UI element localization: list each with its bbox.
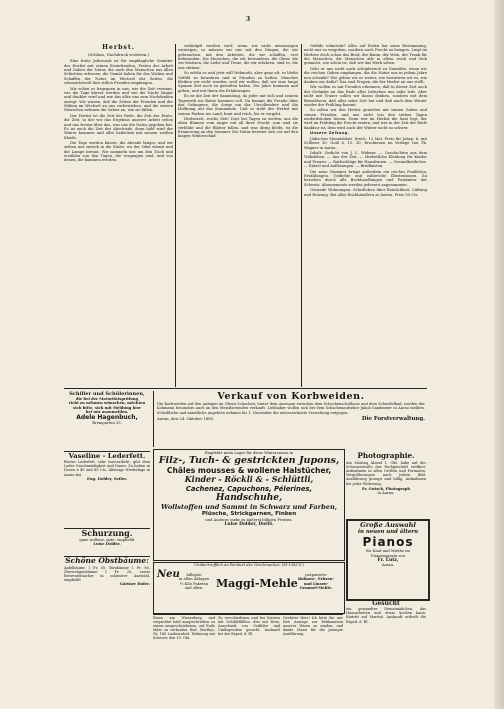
ad-vaseline (64, 451, 150, 528)
ad-verkauf-signer: Die Forstverwaltung. (361, 415, 425, 422)
ad-photographie (346, 452, 426, 514)
ad-maggi-right: Gemmel-Mehle. (299, 585, 333, 590)
ad-filz-line: und Anderes mehr zu äußerst billigen Preisen. (205, 517, 293, 522)
paragraph: Eine frohe Jahreszeit ist für empfängliche Gemüter der Herbst mit seinen Erntefreuden, Festen der Arbeit und Gaben der Natur, die auch den Menschen aus allen Schichten erfreuen, die Gemüt haben für das Wirken und Schaffen der Natur im Wechsel der Zeiten, die sehnsuchtsvoll ihre stillen Freuden empfangen. (64, 59, 173, 86)
ad-pianos (346, 519, 430, 601)
ad-filz-name: Luise Dolder, Dorfe. (224, 522, 274, 528)
article-column-3 (304, 44, 427, 387)
article-subhead: (Schluss, Nachdruck verboten.) (88, 52, 149, 57)
ad-photo-name: Fr. Gutsch, Photograph (361, 486, 411, 491)
ad-filz-line: Handschuhe, (215, 492, 283, 503)
ad-schurzung-title: Schurzung. (81, 528, 133, 538)
paragraph: Der Herbst ist die Zeit der Reife, die Zeit der Ernte, die Zeit, in der wir das Ergebnis unserer Arbeit sehen und uns freuen über das, was uns die Natur gegeben hat. Es ist auch die Zeit des Abschieds, denn bald wird der Winter kommen und alles bedecken mit seinem weißen Kleide. (64, 113, 173, 140)
ad-schiller-name: Adele Hagenbuch, (76, 414, 138, 422)
ad-maggi-left: billigste (186, 573, 202, 577)
ad-verkauf-place: Aarau, den 24. Oktober 1885. (157, 415, 215, 421)
ad-verkauf-text: Die Korbweiden auf den Anlagen im Obern Schachen, hinter dem Aarequai zwischen dem Schachenschulhaus und dem Schwefelbad, werden der Kohmann besonders auch an den Meistbietenden verkauft. Liebhaber wollen sich bei dem Schachenaufseher Jakob Sandmeier in Aarau melden. Schriftliche und mündliche Angebote nehmen bis 1. November die unterzeichnete Verwaltung entgegen. (157, 402, 425, 415)
ad-obstbaeume (64, 556, 150, 593)
column-rule (301, 44, 302, 387)
ad-schurzung-text: ganz wollene, gute, empfiehlt (79, 538, 135, 542)
ad-obst-name: Gärtner Hofer. (119, 582, 150, 587)
ad-filz-line: Châles mousses & wollene Halstücher, (166, 466, 332, 476)
ad-maggi-left: ½ Kilo Paketen (179, 581, 209, 586)
section-rule (64, 388, 427, 389)
article-column-2 (178, 44, 298, 387)
paragraph: Jüdisches Monatsblatt. Ersch. 12 Mal. Preis für Jahrg. 6, mit Schleier 30, Gold 6. 15. 30. Erschienen im Verlage von Th. Wagner in Aarau. (304, 136, 427, 150)
ad-photo-title: Photographie. (357, 452, 415, 460)
ad-verkauf-title: Verkauf von Korbweiden. (217, 391, 365, 402)
column-rule (175, 44, 176, 387)
notice-heading-text: Unsere Zeitung. (310, 131, 350, 136)
ad-filz-top: Empfehle mein Lager für diese Wintersaison in (204, 451, 294, 455)
ad-filz-line: Kinder - Röckli & - Schlüttli, (184, 474, 314, 485)
ad-bottom-middle: Zu verschiedenen und bei Kiesten mit Schildelfällen, den mit Wein, Ausschank von Ostfilder und Umliegendem gesucht. Auskunft bei der Exped. d. Bl. (218, 616, 280, 637)
ad-filz-line: Cachenez, Capuchons, Pélerines, (185, 484, 313, 493)
ad-schurzung-name: Luise Dolder. (93, 542, 121, 547)
ad-maggi-right: präparierte (305, 573, 327, 577)
ad-schiller-address: Bremgarten 33. (92, 421, 122, 426)
paragraph: Gefilde schmückt? Alles auf Erden hat seine Bestimmung, nicht nur zu vergehen, sondern auch Frucht zu bringen. Liegt im Herbste doch schon das Brod, der Baum, der Wein, der Trank für die Menschen, die Menschen alle in allem reich und froh gemacht, wie schön ist, daß wir das Werk sehen. (304, 44, 427, 66)
ad-obst-title: Schöne Obstbäume: (65, 556, 149, 565)
paragraph: Wir sehen es begegnen in uns, wie die Zeit verrinnt, wie die Tage kürzer werden und wie die Nacht länger und dunkler wird und wie das alles uns zum Nachdenken anregt. Wir wissen, daß die Zeiten der Freuden und der Mühen im Wechsel an uns vorbeiziehen, und die weisen Menschen nehmen die Gaben an, wie sie fallen. (64, 86, 173, 113)
paragraph: Herbstzeit, reiche Zeit! Dort bei Tagen zu werfen, aus die alten Blumen vom Anger mit all ihrer Pracht; nun sind sie verblüht und die Blätter fallen, und was übrig bleibt, ist die Erinnerung an den Sommer. Die Natur bereitet sich vor auf den langen Winterschlaf. (178, 117, 298, 139)
notice-heading (304, 131, 427, 135)
ad-verkauf (153, 391, 425, 447)
ad-maggi (153, 562, 345, 614)
paragraph: So sollen wir den Herbst genießen mit seinen Gaben und seinen Freuden, und uns nicht von den trüben Tagen niederdrücken lassen. Denn wer im Herbst die Saat legt, der wird im Frühling die Frucht ernten, und wer in der Zeit der Reife dankbar ist, dem wird auch der Winter nicht zu schwer. (304, 108, 427, 130)
ad-maggi-neu: Neu (157, 569, 180, 580)
ad-schiller (64, 391, 150, 448)
ad-pianos-line: Pianomagazin von (370, 553, 406, 558)
ad-schiller-line: bei mir anzumelden. (85, 409, 129, 414)
ad-schiller-line: die bei der Maturitätsprüfung (75, 397, 139, 401)
ad-obst-text: Apfelbäume 1 Fr. 50, Birnbäume 1 Fr. 80, Zwetschgenbäume 1 Fr. 20, sowie Beerensträucher in schönster Auswahl, empfiehlt (64, 565, 150, 583)
article-headline: Herbst. (102, 44, 135, 51)
ad-pianos-line: in neuen und ältern (357, 529, 419, 535)
paragraph: verknüpft werden wird, wenn wir nicht mitzusorgen vermögen, so müssen wir uns mit den Dingen, die wir gebrauchen, mit den Arbeiten, die wir schaffen, erst befreunden. Die Menschen, die wir bewundern, die Güter, die wir besitzen, die Liebe und Treue, die wir erfahren, sind es, die uns stützen. (178, 44, 298, 70)
ad-maggi-right: Bohnen-, Erbsen- (297, 577, 335, 582)
ad-maggi-right: und Linsen- (303, 581, 329, 586)
paragraph: Die Tage werden kürzer, die Abende länger, und wir ziehen uns zurück in die Stube, wo der Ofen wärmt und die Lampe brennt. Wir sammeln uns um den Tisch und erzählen von den Tagen, die vergangen sind, und von denen, die kommen werden. (64, 141, 173, 163)
ad-schurzung (64, 528, 150, 555)
ad-pianos-place: Aarau. (381, 563, 395, 568)
ad-maggi-left: und offen. (184, 585, 204, 590)
ad-gesucht-text: ein gewandtes Dienstmädchen, das Hausarbeiten und etwas kochen kann. Eintritt auf Martini. Auskunft ertheilt die Exped. d. Bl. (346, 607, 426, 624)
page-number: 3 (246, 16, 251, 23)
paragraph: Es ist die Zeit der Sammlung, da jeder mit sich und seinem Tagewerk ins Reine kommen soll. Da kommt die Freude über das Gelungene, die Sorge um das Unvollendete und die Hoffnung auf das Kommende. Und so zieht der Herbst mit seinen Farben ins Land, bunt und reich, bis er vergeht. (178, 94, 298, 116)
ad-gesucht (346, 600, 426, 640)
paragraph: Wir wollen es mit Freuden erkennen, daß in dieser Zeit auch der Gedanke an das Ende alles Irdischen uns nahe tritt. Aber nicht mit Trauer sollen wir daran denken, sondern mit dem Bewußtsein, daß alles seine Zeit hat und daß nach dem Winter wieder der Frühling kommt. (304, 85, 427, 107)
ad-gesucht-title: Gesucht (372, 600, 400, 607)
ad-maggi-left: in allen Ablagen (178, 577, 210, 582)
ad-filz-line: Plüsche, Strickgarnen, Finken (201, 510, 297, 517)
ad-filz-jupons (153, 449, 345, 561)
article-column-1 (64, 44, 173, 387)
paragraph: Gesunde Wohnungen. Schriftchen über Reinlichkeit, Lüftung und Heizung. Bei allen Buchhändlern zu haben. Preis 50 Cts. (304, 188, 427, 197)
paragraph: Geht er uns nicht auch schöpferisch zu Gemüthe, wenn wir die reichen Gaben empfangen, die die Natur uns in jedem Jahre neu schenkt? Wie geben wir es weiter, wie bewahren wir es, wie danken wir dafür? Das sind Fragen, die der Herbst an uns stellt. (304, 66, 427, 84)
ad-vaseline-text: Bestes Lederfett, sehr wasserdicht, gibt dem Leder Geschmeidigkeit und Dauer. Zu haben in Dosen à 40 und 80 Cts. Alleinige Niederlage in Aarau bei (64, 460, 150, 477)
ad-schiller-line: richt zu nehmen wünschen, möchten (68, 401, 146, 406)
paragraph: So erlebt es und jetzt will Wehmuth, aber ganz oft, es bleibt Gefühl zu bewahren und in Stunden zu halten. Manches bleiben wir nicht werden, weil wir wollen, daß wir eine lange Spanne Zeit noch zu gestalten haben. Die Jahre kommen und gehen, und mit ihnen die Erfahrungen. (178, 71, 298, 93)
ad-vaseline-title: Vaseline - Lederfett. (68, 452, 146, 460)
ad-maggi-name: Maggi-Mehle (216, 577, 298, 590)
ad-bottom-left: Einen am Wiesenberg und verpachtet bald ausgeschrieben zu einem ausgeschriebenen, auf Ende März zu verkaufen Rud. Matthys, Nr. 188 Laubensdorf. Wohnung mit Scheuer, den 10. Okt. (153, 616, 215, 641)
paragraph: Inhalt: Gedicht von J. L. Widmer. — Geschichten aus dem Volksleben. — Aus der Zeit. — Herbstliche Kleidung für Kinder und Frauen. — Rathschläge für Hausfrauen. — Gesundheitliches. — Rätsel und Auflösungen. — Briefkasten. (304, 151, 427, 169)
ad-schiller-line: sich bitte, sich mit Meldung hier (73, 405, 141, 410)
ad-pianos-line: Große Auswahl (360, 521, 416, 529)
ad-vaseline-name: Eug. Dolder, Seiler. (87, 476, 127, 481)
ad-bottom-right: Geehrter Herr! Ich bitte Sie, mir Ihre Anzeige zur Reklamation unserer Waren zu senden, und danke Ihnen für die prompte Ausführung. (283, 616, 343, 637)
ad-pianos-title: Pianos (362, 535, 414, 550)
ad-pianos-line: für Kauf und Miethe im (366, 549, 410, 554)
ad-schiller-line: Schiller und Schülerinnen, (69, 391, 145, 397)
ad-pianos-name: Fr. Lutz, (377, 558, 399, 563)
page-fold (494, 0, 504, 709)
ad-photo-place: in Aarau. (377, 491, 395, 496)
ad-filz-line: Wollstoffen und Sammt in Schwarz und Farben, (160, 502, 338, 511)
ad-filz-line: Filz-, Tuch- & gestrickten Jupons, (158, 455, 340, 467)
ad-photo-text: Am Montag Abend 1. Okt. habe auf der Schwarzstraße das Fachgeschäft eröffnet. Aufnahmen in allen Größen und Formaten. Vergrößerungen nach jedem Bild. Ausführung prompt und billig. Aufnahmen bei jeder Witterung. (346, 460, 426, 486)
paragraph: Die neue Nummer bringt außerdem ein reiches Feuilleton, Erzählungen, Gedichte und zahlreiche Illustrationen. Zu beziehen durch alle Buchhandlungen und Postämter der Schweiz. Abonnements werden jederzeit angenommen. (304, 169, 427, 187)
ad-maggi-head: Unübertrefflich an Feinheit des Geschmackes: (M-1383-Z.) (194, 563, 304, 567)
bottom-rule (153, 614, 343, 615)
